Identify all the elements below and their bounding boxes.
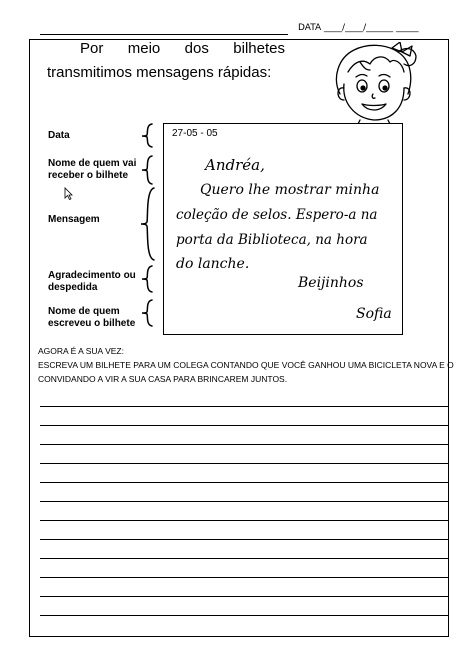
writing-line[interactable] [40,444,448,445]
name-underline [40,34,288,35]
note-card [163,123,403,335]
label-recipient-line: receber o bilhete [48,170,129,181]
label-recipient-line: Nome de quem vai [48,158,137,169]
note-greeting: Andréa, [205,156,265,174]
writing-line[interactable] [40,520,448,521]
writing-line[interactable] [40,615,448,616]
note-body-line: Quero lhe mostrar minha [200,182,380,198]
writing-line[interactable] [40,406,448,407]
writing-line[interactable] [40,425,448,426]
label-sender-line: escreveu o bilhete [48,318,136,329]
cursor-arrow-icon [64,187,73,200]
writing-line[interactable] [40,539,448,540]
note-signature: Sofia [356,306,392,322]
note-body-line: porta da Biblioteca, na hora [176,232,368,248]
note-body-line: coleção de selos. Espero-a na [176,207,378,223]
title-word: dos [184,40,209,57]
title-word: meio [127,40,161,57]
writing-line[interactable] [40,463,448,464]
label-sender [48,306,135,330]
instructions-heading: AGORA É A SUA VEZ: [38,346,124,356]
label-date: Data [48,130,70,141]
label-sender-line: Nome de quem [48,306,120,317]
braces [138,120,160,335]
writing-line[interactable] [40,558,448,559]
brace-date [142,124,152,147]
instructions-text: ESCREVA UM BILHETE PARA UM COLEGA CONTANDO QUE VOCÊ GANHOU UMA BICICLETA NOVA E O [38,360,454,370]
label-message: Mensagem [48,214,100,225]
label-recipient [48,158,136,182]
writing-line[interactable] [40,577,448,578]
label-thanks [48,270,136,294]
page-title-line-2: transmitimos mensagens rápidas: [47,64,272,81]
girl-illustration [330,42,418,128]
label-thanks-line: Agradecimento ou [48,270,136,281]
writing-line[interactable] [40,596,448,597]
note-closing: Beijinhos [298,275,364,291]
brace-sender [142,300,152,326]
instructions-text: CONVIDANDO A VIR A SUA CASA PARA BRINCAREM JUNTOS. [38,374,288,384]
title-word: Por [80,40,104,57]
writing-line[interactable] [40,482,448,483]
date-line [40,25,456,37]
title-word: bilhetes [233,40,285,57]
date-label: DATA ____/____/______ _____ [298,23,419,33]
brace-thanks [142,266,152,292]
brace-message [141,188,154,260]
note-body-line: do lanche. [176,256,250,272]
label-thanks-line: despedida [48,282,98,293]
writing-line[interactable] [40,501,448,502]
note-date: 27-05 - 05 [172,128,218,139]
brace-recipient [142,156,152,184]
page-title-line-1 [80,40,285,57]
